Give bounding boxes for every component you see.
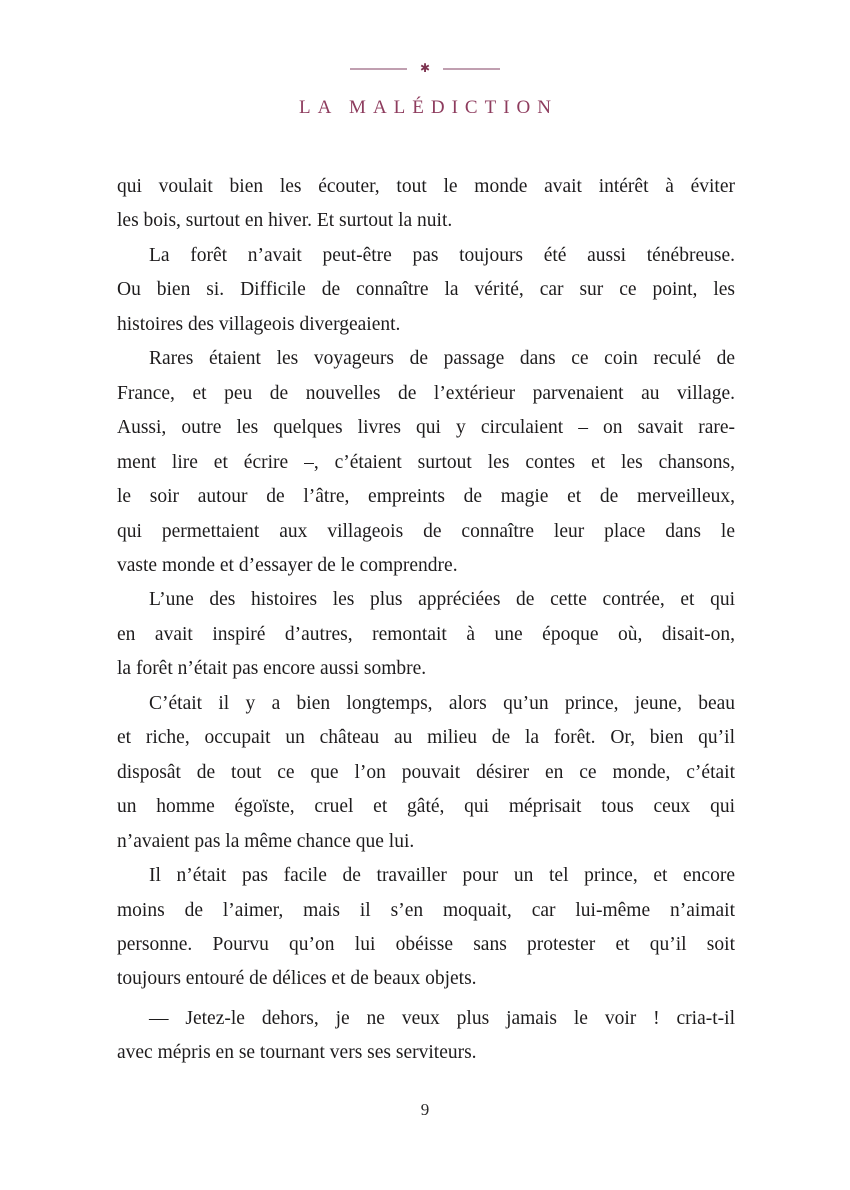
- text-line: personne. Pourvu qu’on lui obéisse sans protester et qu’il soit: [117, 933, 735, 955]
- text-line: moins de l’aimer, mais il s’en moquait, car lui-même n’aimait: [117, 899, 735, 921]
- text-line: L’une des histoires les plus appréciées de cette contrée, et qui: [149, 589, 735, 611]
- text-line: histoires des villageois divergeaient.: [117, 313, 401, 335]
- text-line: qui voulait bien les écouter, tout le monde avait intérêt à éviter: [117, 176, 735, 197]
- paragraph: [117, 239, 735, 342]
- text-line: — Jetez-le dehors, je ne veux plus jamais le voir ! cria-t-il: [149, 1007, 735, 1029]
- text-line: les bois, surtout en hiver. Et surtout la nuit.: [117, 210, 453, 232]
- text-line: C’était il y a bien longtemps, alors qu’un prince, jeune, beau: [149, 692, 735, 714]
- paragraph: [117, 859, 735, 997]
- ornament-rule-right: [443, 68, 500, 70]
- text-line: qui permettaient aux villageois de connaître leur place dans le: [117, 520, 735, 542]
- text-line: Ou bien si. Difficile de connaître la vérité, car sur ce point, les: [117, 279, 735, 301]
- paragraph: [117, 583, 735, 686]
- ornament-rule-left: [350, 68, 407, 70]
- text-line: Rares étaient les voyageurs de passage dans ce coin reculé de: [149, 348, 735, 370]
- text-line: France, et peu de nouvelles de l’extérieur parvenaient au village.: [117, 382, 735, 404]
- text-line: la forêt n’était pas encore aussi sombre.: [117, 658, 427, 680]
- text-block: [117, 170, 735, 1071]
- chapter-title: LA MALÉDICTION: [299, 97, 558, 118]
- chapter-ornament: [0, 63, 850, 75]
- text-line: toujours entouré de délices et de beaux objets.: [117, 968, 477, 990]
- paragraph: [117, 1002, 735, 1071]
- text-line: disposât de tout ce que l’on pouvait désirer en ce monde, c’était: [117, 761, 735, 783]
- text-line: un homme égoïste, cruel et gâté, qui méprisait tous ceux qui: [117, 796, 735, 818]
- text-line: avec mépris en se tournant vers ses serviteurs.: [117, 1042, 477, 1064]
- text-line: La forêt n’avait peut-être pas toujours été aussi ténébreuse.: [149, 244, 735, 266]
- text-line: ment lire et écrire –, c’étaient surtout les contes et les chansons,: [117, 451, 735, 473]
- text-line: n’avaient pas la même chance que lui.: [117, 830, 415, 852]
- text-line: vaste monde et d’essayer de le comprendre.: [117, 554, 458, 576]
- text-line: et riche, occupait un château au milieu de la forêt. Or, bien qu’il: [117, 727, 735, 749]
- text-line: Il n’était pas facile de travailler pour un tel prince, et encore: [149, 865, 735, 887]
- star-ornament-icon: ✱: [419, 61, 431, 75]
- text-line: Aussi, outre les quelques livres qui y circulaient – on savait rare-: [117, 417, 735, 439]
- paragraph: [117, 687, 735, 859]
- page-number: 9: [420, 1100, 430, 1119]
- text-line: en avait inspiré d’autres, remontait à une époque où, disait-on,: [117, 623, 735, 645]
- text-line: le soir autour de l’âtre, empreints de magie et de merveilleux,: [117, 486, 735, 508]
- paragraph: [117, 170, 735, 239]
- paragraph: [117, 342, 735, 583]
